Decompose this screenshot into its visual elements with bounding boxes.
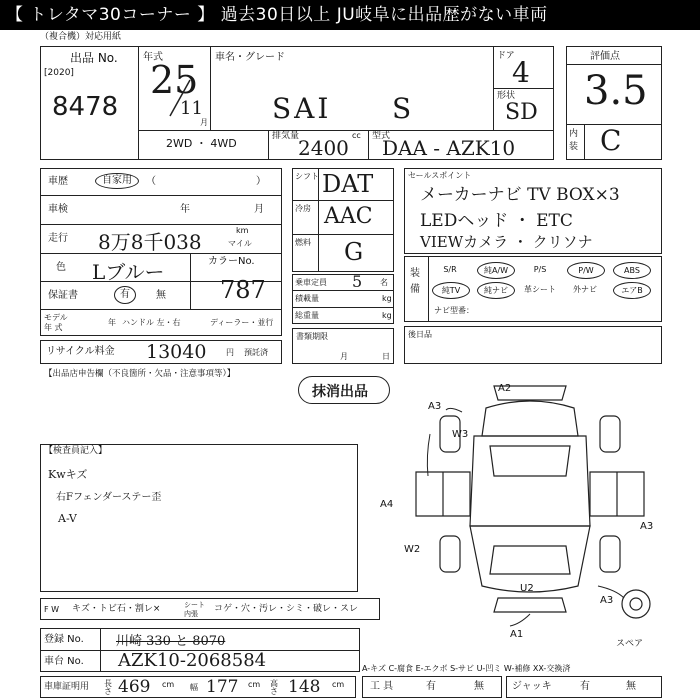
mileage-label: 走行 bbox=[48, 233, 68, 244]
car-name-label: 車名・グレード bbox=[215, 52, 285, 63]
gross-unit: kg bbox=[382, 311, 392, 320]
length-value: 469 bbox=[118, 677, 151, 697]
equip-ps: P/S bbox=[533, 265, 547, 274]
equip-abs: ABS bbox=[613, 262, 651, 279]
equip-pw: P/W bbox=[567, 262, 605, 279]
aircon-value: AAC bbox=[324, 204, 373, 229]
diagram-mark-u2: U2 bbox=[520, 583, 534, 594]
capacity-unit: 名 bbox=[380, 278, 388, 287]
color-label: 色 bbox=[56, 262, 66, 273]
width-value: 177 bbox=[206, 677, 239, 697]
aircon-label: 冷房 bbox=[295, 204, 311, 213]
doc-deadline-label: 書類期限 bbox=[296, 332, 328, 341]
height-label: 高さ bbox=[270, 679, 278, 696]
equip-navi: 純ナビ bbox=[477, 282, 515, 299]
declaration-label: 【出品店申告欄（不良箇所・欠品・注意事項等）】 bbox=[44, 369, 236, 379]
inspection-label: 車検 bbox=[48, 204, 68, 215]
inspector-note-2: 右Fフェンダーステー歪 bbox=[56, 492, 162, 503]
sales-point-line-2: LEDヘッド ・ ETC bbox=[420, 211, 573, 231]
model-month-unit: 月 bbox=[200, 118, 208, 127]
history-value: 自家用 bbox=[95, 173, 139, 189]
mileage-unit-km: km bbox=[236, 226, 249, 235]
inspector-note-3: A-V bbox=[58, 512, 77, 525]
diagram-mark-a3-right: A3 bbox=[640, 521, 654, 532]
jack-label: ジャッキ bbox=[512, 681, 552, 692]
model-code-value: DAA - AZK10 bbox=[382, 136, 516, 160]
later-items-label: 後日品 bbox=[408, 330, 432, 339]
model-year-value: 25 bbox=[150, 58, 199, 102]
equip-leather: 革シート bbox=[524, 285, 556, 294]
stamp-text: 抹消出品 bbox=[312, 384, 368, 400]
history-paren-open: （ bbox=[146, 176, 156, 187]
lot-label: 出品 No. bbox=[70, 51, 118, 65]
doors-value: 4 bbox=[512, 56, 530, 89]
sales-point-line-3: VIEWカメラ ・ クリソナ bbox=[420, 233, 593, 251]
color-no-label: カラーNo. bbox=[208, 256, 255, 267]
later-items-block bbox=[404, 326, 662, 364]
navi-model-label: ナビ型番： bbox=[434, 306, 474, 315]
load-unit: kg bbox=[382, 294, 392, 303]
diagram-mark-w3: W3 bbox=[452, 429, 469, 440]
inspector-block bbox=[40, 444, 358, 592]
shift-label: シフト bbox=[295, 172, 319, 181]
inspector-note-1: Kwキズ bbox=[48, 468, 88, 481]
car-name-value: SAI bbox=[272, 92, 332, 125]
capacity-value: 5 bbox=[352, 272, 363, 291]
sales-point-line-1: メーカーナビ TV BOX×3 bbox=[420, 185, 620, 205]
header-banner: 【 トレタマ30コーナー 】 過去30日以上 JU岐阜に出品歴がない車両 bbox=[0, 0, 700, 30]
gross-label: 総重量 bbox=[295, 311, 319, 320]
diagram-mark-a2-top: A2 bbox=[498, 383, 512, 394]
diagram-mark-a3-top: A3 bbox=[428, 401, 442, 412]
recycle-value: 13040 bbox=[146, 341, 207, 363]
fw-items: キズ・トビ石・割レ× bbox=[72, 604, 161, 614]
tools-no: 無 bbox=[474, 681, 484, 692]
displacement-label: 排気量 bbox=[272, 131, 300, 141]
length-label: 長さ bbox=[104, 679, 112, 696]
fuel-value: G bbox=[344, 238, 364, 266]
registration-value: 川崎 330 と 8070 bbox=[116, 634, 226, 649]
fw-items2: コゲ・穴・汚レ・シミ・破レ・スレ bbox=[214, 604, 359, 614]
warranty-no: 無 bbox=[156, 290, 166, 301]
capacity-label: 乗車定員 bbox=[295, 278, 327, 287]
dimensions-label: 車庫証明用 bbox=[44, 682, 90, 692]
interior-value: C bbox=[600, 124, 622, 157]
diagram-mark-w2: W2 bbox=[404, 544, 421, 555]
equip-tv: 純TV bbox=[432, 282, 470, 299]
model-month-value: 11 bbox=[180, 98, 203, 119]
model-code-label: 型式 bbox=[372, 131, 391, 141]
model-row-label-bottom: 年 式 bbox=[44, 323, 63, 332]
chassis-label: 車台 No. bbox=[44, 656, 84, 667]
sales-point-label: セールスポイント bbox=[408, 171, 472, 180]
score-value: 3.5 bbox=[584, 68, 648, 114]
shape-value: SD bbox=[505, 100, 538, 125]
displacement-value: 2400 bbox=[298, 136, 349, 160]
model-year-label: 年式 bbox=[143, 52, 163, 63]
score-label: 評価点 bbox=[590, 51, 620, 62]
model-row-year: 年 bbox=[108, 318, 116, 327]
shift-value: DAT bbox=[322, 170, 374, 198]
warranty-yes: 有 bbox=[114, 286, 136, 304]
inspection-month: 月 bbox=[254, 204, 264, 215]
doc-deadline-day: 日 bbox=[382, 352, 390, 361]
color-value: Lブルー bbox=[92, 260, 165, 284]
top-note: （複合機）対応用紙 bbox=[40, 32, 122, 42]
recycle-label: リサイクル料金 bbox=[46, 346, 115, 357]
length-unit: cm bbox=[162, 680, 175, 689]
inspection-year: 年 bbox=[180, 204, 190, 215]
fuel-label: 燃料 bbox=[295, 238, 311, 247]
color-no-value: 787 bbox=[220, 276, 266, 304]
equipment-label: 装備 bbox=[410, 268, 420, 295]
model-row-dealer: ディーラー・並行 bbox=[210, 318, 274, 327]
tools-label: 工 具 bbox=[370, 681, 394, 692]
doc-deadline-month: 月 bbox=[340, 352, 348, 361]
model-row-handle: ハンドル 左・右 bbox=[122, 318, 181, 327]
lot-year-tag: [2020] bbox=[44, 68, 74, 78]
spare-label: スペア bbox=[616, 639, 644, 649]
fw-sheet: シート内張 bbox=[184, 601, 205, 618]
lot-number: 8478 bbox=[52, 92, 119, 122]
diagram-mark-a4: A4 bbox=[380, 499, 394, 510]
shape-label: 形状 bbox=[497, 91, 516, 101]
jack-no: 無 bbox=[626, 681, 636, 692]
doors-label: ドア bbox=[497, 51, 515, 61]
equip-ext-navi: 外ナビ bbox=[573, 285, 597, 294]
year-divider bbox=[160, 78, 200, 118]
drive-options: 2WD ・ 4WD bbox=[166, 137, 237, 150]
diagram-mark-a3-rear: A3 bbox=[600, 595, 614, 606]
equip-sr: S/R bbox=[443, 265, 457, 274]
jack-yes: 有 bbox=[580, 681, 590, 692]
mileage-unit-mile: マイル bbox=[228, 239, 252, 248]
history-label: 車歴 bbox=[48, 176, 68, 187]
height-value: 148 bbox=[288, 677, 321, 697]
warranty-label: 保証書 bbox=[48, 290, 78, 301]
inspector-label: 【検査員記入】 bbox=[44, 446, 108, 456]
equip-airbag: エアB bbox=[613, 282, 651, 299]
recycle-note: 預託済 bbox=[244, 348, 268, 357]
equip-alloy-wheels: 純A/W bbox=[477, 262, 515, 279]
car-damage-diagram bbox=[390, 376, 670, 636]
fw-label: F W bbox=[44, 605, 60, 614]
height-unit: cm bbox=[332, 680, 345, 689]
damage-legend: A-キズ C-腐食 E-エクボ S-サビ U-凹ミ W-補修 XX-交換済 bbox=[362, 664, 571, 673]
interior-label: 内装 bbox=[569, 129, 579, 152]
tools-yes: 有 bbox=[426, 681, 436, 692]
diagram-mark-a1: A1 bbox=[510, 629, 524, 640]
model-row-label-top: モデル bbox=[44, 313, 68, 322]
mileage-value: 8万8千038 bbox=[98, 230, 202, 254]
load-label: 積載量 bbox=[295, 294, 319, 303]
recycle-unit: 円 bbox=[226, 348, 234, 357]
width-label: 幅 bbox=[190, 683, 198, 692]
registration-label: 登録 No. bbox=[44, 634, 84, 645]
width-unit: cm bbox=[248, 680, 261, 689]
chassis-value: AZK10-2068584 bbox=[118, 650, 267, 671]
car-grade-value: S bbox=[392, 92, 412, 125]
history-paren-close: ） bbox=[256, 176, 266, 187]
displacement-unit: cc bbox=[352, 131, 361, 140]
